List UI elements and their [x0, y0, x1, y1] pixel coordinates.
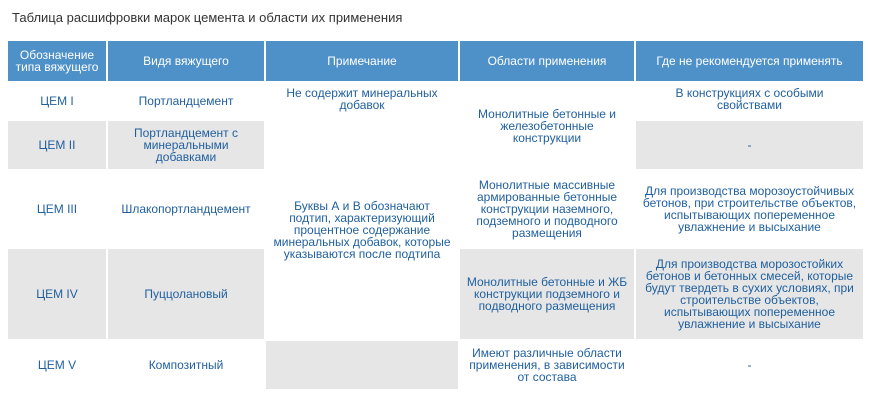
- header-binder-type: Обозначение типа вяжущего: [8, 41, 108, 83]
- cell-code: ЦЕМ I: [8, 83, 108, 121]
- header-applications: Области применения: [460, 41, 636, 83]
- cell-not-recommended: Для производства морозостойких бетонов и бетонных смесей, которые будут твердеть в сухих условиях, при строительстве объектов, испытывающих попеременное увлажнение и высыхание: [636, 249, 865, 341]
- cement-table: [8, 41, 865, 391]
- cell-binder: Композитный: [108, 341, 266, 391]
- cell-not-recommended: Для производства морозоустойчивых бетонов, при строительстве объектов, испытывающих попеременное увлажнение и высыхание: [636, 171, 865, 249]
- page-title: Таблица расшифровки марок цемента и области их применения: [12, 10, 403, 25]
- table-header-row: [8, 41, 865, 83]
- cell-code: ЦЕМ IV: [8, 249, 108, 341]
- cell-application: Монолитные массивные армированные бетонные конструкции наземного, подземного и подводного размещения: [460, 171, 636, 249]
- cell-application: Монолитные бетонные и ЖБ конструкции подземного и подводного размещения: [460, 249, 636, 341]
- cell-binder: Пуццолановый: [108, 249, 266, 341]
- cell-code: ЦЕМ II: [8, 121, 108, 171]
- header-binder-kind: Видя вяжущего: [108, 41, 266, 83]
- cell-not-recommended: В конструкциях с особыми свойствами: [636, 83, 865, 121]
- header-not-recommended: Где не рекомендуется применять: [636, 41, 865, 83]
- cell-application: Имеют различные области применения, в зависимости от состава: [460, 341, 636, 391]
- cell-binder: Шлакопортландцемент: [108, 171, 266, 249]
- table-row: [8, 83, 865, 121]
- table-row: [8, 341, 865, 391]
- cell-binder: Портландцемент: [108, 83, 266, 121]
- cell-not-recommended: -: [636, 341, 865, 391]
- header-note: Примечание: [266, 41, 460, 83]
- table-row: [8, 121, 865, 171]
- cell-not-recommended: -: [636, 121, 865, 171]
- cell-code: ЦЕМ V: [8, 341, 108, 391]
- cell-binder: Портландцемент с минеральными добавками: [108, 121, 266, 171]
- cell-application: Монолитные бетонные и железобетонные конструкции: [460, 83, 636, 171]
- cell-note: Буквы А и В обозначают подтип, характеризующий процентное содержание минеральных добавок, которые указываются после подтипа: [266, 121, 460, 341]
- cell-code: ЦЕМ III: [8, 171, 108, 249]
- cell-note-empty: [266, 341, 460, 391]
- cell-note: Не содержит минеральных добавок: [266, 83, 460, 121]
